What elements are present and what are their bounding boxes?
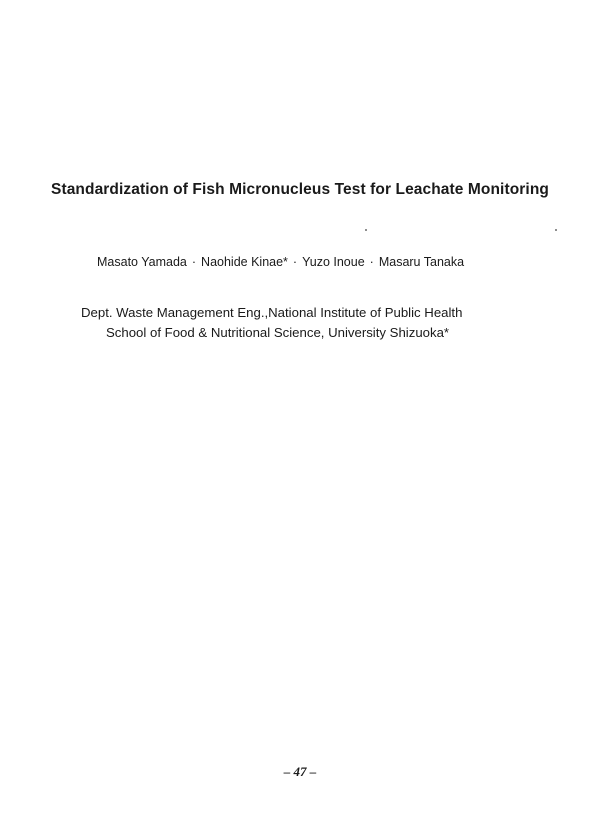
scan-speck: [555, 229, 557, 231]
affiliation-line: Dept. Waste Management Eng.,National Institute of Public Health: [81, 305, 463, 320]
author-separator: ·: [292, 255, 298, 269]
author-name: Naohide Kinae*: [201, 255, 288, 269]
author-list: [97, 255, 464, 269]
author-name: Masato Yamada: [97, 255, 187, 269]
paper-title: Standardization of Fish Micronucleus Test for Leachate Monitoring: [51, 181, 549, 198]
page-number: – 47 –: [283, 764, 317, 779]
author-separator: ·: [191, 255, 197, 269]
author-name: Yuzo Inoue: [302, 255, 365, 269]
author-separator: ·: [369, 255, 374, 269]
scan-speck: [365, 229, 367, 231]
affiliation-line: School of Food & Nutritional Science, University Shizuoka*: [106, 325, 450, 340]
author-name: Masaru Tanaka: [378, 255, 465, 269]
